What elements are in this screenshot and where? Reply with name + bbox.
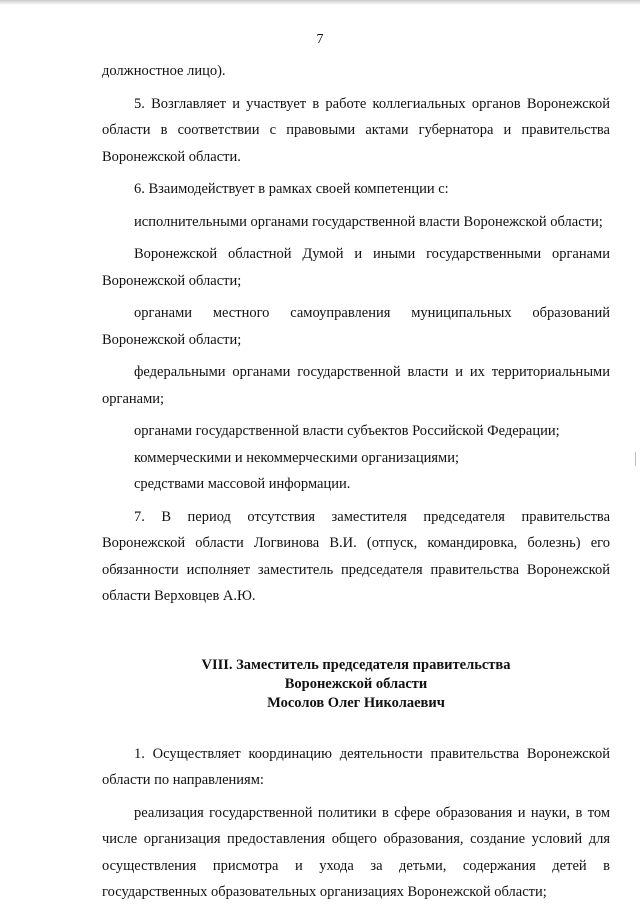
paragraph-item-1: 1. Осуществляет координацию деятельности правительства Воронежской области по направлениям:: [102, 745, 610, 788]
paragraph-continuation: должностное лицо).: [102, 63, 226, 79]
section-heading-title: VIII. Заместитель председателя правительства: [201, 656, 511, 673]
section-heading-person: Мосолов Олег Николаевич: [267, 694, 445, 711]
list-item-mass-media: средствами массовой информации.: [134, 476, 351, 492]
section-heading: [102, 656, 610, 713]
document-body: [102, 58, 610, 906]
page-number: 7: [316, 32, 324, 47]
list-item-federation-subjects: органами государственной власти субъектов Российской Федерации;: [134, 423, 560, 439]
list-item-executive-bodies: исполнительными органами государственной власти Воронежской области;: [134, 213, 603, 230]
paragraph-item-7: 7. В период отсутствия заместителя председателя правительства Воронежской области Логвинова В.И. (отпуск, командировка, болезнь) его обязанности исполняет заместитель председателя правительства Воронежской области Верховцев А.Ю.: [102, 508, 610, 604]
paragraph-item-6: 6. Взаимодействует в рамках своей компетенции с:: [134, 181, 449, 197]
list-item-organizations: коммерческими и некоммерческими организациями;: [134, 449, 459, 466]
list-item-regional-duma: Воронежской областной Думой и иными государственными органами Воронежской области;: [102, 246, 610, 289]
scan-artifact: [635, 452, 636, 466]
paragraph-item-5: 5. Возглавляет и участвует в работе коллегиальных органов Воронежской области в соответствии с правовыми актами губернатора и правительства Воронежской области.: [102, 95, 610, 165]
list-item-local-government: органами местного самоуправления муниципальных образований Воронежской области;: [102, 305, 610, 348]
scan-top-edge: [0, 0, 640, 5]
list-item-federal-bodies: федеральными органами государственной власти и их территориальными органами;: [102, 364, 610, 407]
section-heading-region: Воронежской области: [284, 675, 428, 692]
paragraph-education-policy: реализация государственной политики в сфере образования и науки, в том числе организация предоставления общего образования, создание условий для осуществления присмотра и ухода за детьми, содержания детей в государственных образовательных организациях Воронежской области;: [102, 804, 610, 900]
